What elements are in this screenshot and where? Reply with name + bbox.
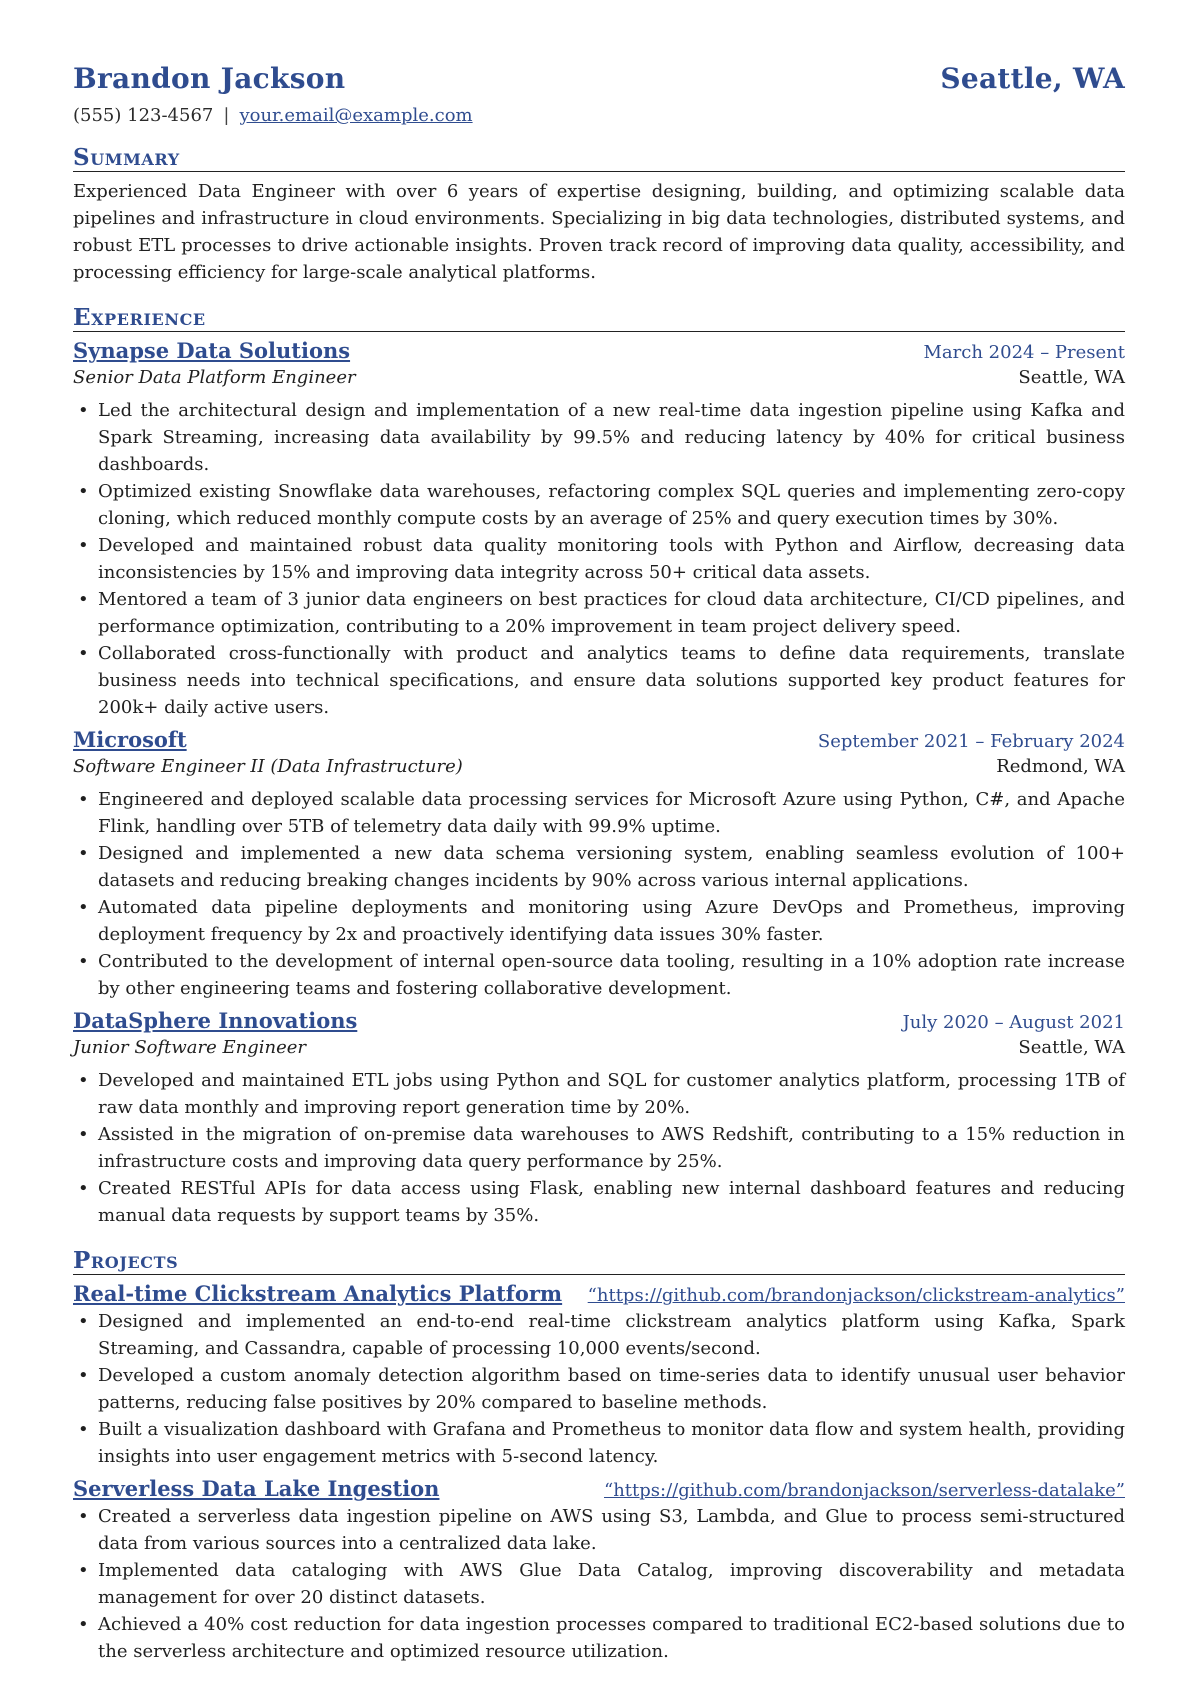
bullet-text: Created RESTful APIs for data access using Flask, enabling new internal dashboard features and reducing manual data requests by support teams by 35%. [98, 1178, 1125, 1227]
experience-entry [73, 1008, 1125, 1229]
bullet-item [73, 397, 1125, 478]
job-location: Redmond, WA [996, 756, 1125, 778]
bullet-glyph: • [78, 1070, 89, 1092]
bullet-list [73, 1308, 1125, 1470]
project-name-link[interactable]: Serverless Data Lake Ingestion [73, 1476, 440, 1502]
bullet-item [73, 640, 1125, 721]
experience-list [73, 338, 1125, 1229]
bullet-item [73, 948, 1125, 1002]
bullet-text: Led the architectural design and implementation of a new real-time data ingestion pipeline using Kafka and Spark Streaming, increasing data availability by 99.5% and reducing latency by 40% for critical business dashboards. [98, 400, 1125, 476]
phone-number: (555) 123-4567 [73, 105, 214, 126]
project-entry [73, 1476, 1125, 1665]
summary-text: Experienced Data Engineer with over 6 years of expertise designing, building, and optimizing scalable data pipelines and infrastructure in cloud environments. Specializing in big data technologies, distributed systems, and robust ETL processes to drive actionable insights. Proven track record of improving data quality, accessibility, and processing efficiency for large-scale analytical platforms. [73, 181, 1125, 284]
bullet-item [73, 1611, 1125, 1665]
project-header [73, 1281, 1125, 1306]
bullet-item [73, 894, 1125, 948]
section-title-summary: Summary [73, 146, 1125, 172]
job-role: Junior Software Engineer [73, 1037, 307, 1059]
job-location: Seattle, WA [1018, 1037, 1125, 1059]
bullet-item [73, 1121, 1125, 1175]
company-name-link[interactable]: DataSphere Innovations [73, 1008, 358, 1034]
bullet-text: Assisted in the migration of on-premise data warehouses to AWS Redshift, contributing to a 15% reduction in infrastructure costs and improving data query performance by 25%. [98, 1124, 1125, 1173]
project-repo-link[interactable]: “https://github.com/brandonjackson/clickstream-analytics” [587, 1285, 1125, 1307]
bullet-text: Developed a custom anomaly detection algorithm based on time-series data to identify unusual user behavior patterns, reducing false positives by 20% compared to baseline methods. [98, 1365, 1125, 1414]
job-dates: March 2024 – Present [923, 342, 1125, 364]
bullet-glyph: • [78, 1560, 89, 1582]
bullet-text: Implemented data cataloging with AWS Glue Data Catalog, improving discoverability and metadata management for over 20 distinct datasets. [98, 1560, 1125, 1609]
bullet-list [73, 786, 1125, 1002]
company-name-link[interactable]: Synapse Data Solutions [73, 338, 351, 364]
bullet-text: Designed and implemented an end-to-end real-time clickstream analytics platform using Kafka, Spark Streaming, and Cassandra, capable of processing 10,000 events/second. [98, 1311, 1125, 1360]
bullet-glyph: • [78, 789, 89, 811]
bullet-item [73, 1416, 1125, 1470]
bullet-text: Optimized existing Snowflake data warehouses, refactoring complex SQL queries and implementing zero-copy cloning, which reduced monthly compute costs by an average of 25% and query execution times by 30%. [98, 481, 1125, 530]
project-entry [73, 1281, 1125, 1470]
bullet-item [73, 532, 1125, 586]
bullet-list [73, 397, 1125, 721]
resume-content [73, 62, 1125, 1665]
job-subheader [73, 367, 1125, 388]
bullet-glyph: • [78, 589, 89, 611]
bullet-glyph: • [78, 1124, 89, 1146]
project-name-link[interactable]: Real-time Clickstream Analytics Platform [73, 1281, 563, 1307]
bullet-item [73, 478, 1125, 532]
bullet-text: Achieved a 40% cost reduction for data ingestion processes compared to traditional EC2-based solutions due to the serverless architecture and optimized resource utilization. [98, 1614, 1125, 1663]
bullet-text: Designed and implemented a new data schema versioning system, enabling seamless evolution of 100+ datasets and reducing breaking changes incidents by 90% across various internal applications. [98, 843, 1125, 892]
experience-entry [73, 727, 1125, 1002]
bullet-item [73, 586, 1125, 640]
bullet-text: Created a serverless data ingestion pipeline on AWS using S3, Lambda, and Glue to process semi-structured data from various sources into a centralized data lake. [98, 1506, 1125, 1555]
bullet-text: Developed and maintained ETL jobs using Python and SQL for customer analytics platform, processing 1TB of raw data monthly and improving report generation time by 20%. [98, 1070, 1125, 1119]
bullet-glyph: • [78, 1178, 89, 1200]
bullet-glyph: • [78, 1506, 89, 1528]
bullet-item [73, 1503, 1125, 1557]
bullet-item [73, 1362, 1125, 1416]
job-location: Seattle, WA [1018, 367, 1125, 389]
section-title-experience: Experience [73, 306, 1125, 332]
job-subheader [73, 756, 1125, 777]
email-link[interactable]: your.email@example.com [239, 105, 473, 126]
job-dates: September 2021 – February 2024 [817, 731, 1125, 753]
projects-list [73, 1281, 1125, 1665]
candidate-name: Brandon Jackson [73, 62, 346, 95]
job-header [73, 338, 1125, 363]
company-name-link[interactable]: Microsoft [73, 727, 187, 753]
bullet-glyph: • [78, 1614, 89, 1636]
bullet-glyph: • [78, 643, 89, 665]
bullet-text: Engineered and deployed scalable data processing services for Microsoft Azure using Python, C#, and Apache Flink, handling over 5TB of telemetry data daily with 99.9% uptime. [98, 789, 1125, 838]
bullet-glyph: • [78, 1311, 89, 1333]
bullet-glyph: • [78, 1365, 89, 1387]
bullet-glyph: • [78, 897, 89, 919]
bullet-text: Collaborated cross-functionally with product and analytics teams to define data requirements, translate business needs into technical specifications, and ensure data solutions supported key product features for 200k+ daily active users. [98, 643, 1125, 719]
project-header [73, 1476, 1125, 1501]
bullet-glyph: • [78, 400, 89, 422]
section-title-projects: Projects [73, 1249, 1125, 1275]
bullet-item [73, 840, 1125, 894]
bullet-glyph: • [78, 1419, 89, 1441]
job-dates: July 2020 – August 2021 [902, 1012, 1125, 1034]
bullet-text: Mentored a team of 3 junior data engineers on best practices for cloud data architecture, CI/CD pipelines, and performance optimization, contributing to a 20% improvement in team project delivery speed. [98, 589, 1125, 638]
bullet-text: Developed and maintained robust data quality monitoring tools with Python and Airflow, decreasing data inconsistencies by 15% and improving data integrity across 50+ critical data assets. [98, 535, 1125, 584]
bullet-item [73, 1557, 1125, 1611]
bullet-text: Automated data pipeline deployments and monitoring using Azure DevOps and Prometheus, improving deployment frequency by 2x and proactively identifying data issues 30% faster. [98, 897, 1125, 946]
job-role: Software Engineer II (Data Infrastructure) [73, 756, 463, 778]
candidate-location: Seattle, WA [940, 62, 1125, 95]
bullet-list [73, 1067, 1125, 1229]
bullet-text: Contributed to the development of internal open-source data tooling, resulting in a 10% adoption rate increase by other engineering teams and fostering collaborative development. [98, 951, 1125, 1000]
job-header [73, 727, 1125, 752]
bullet-glyph: • [78, 481, 89, 503]
experience-entry [73, 338, 1125, 721]
contact-line [73, 105, 1125, 126]
bullet-item [73, 1308, 1125, 1362]
job-header [73, 1008, 1125, 1033]
bullet-item [73, 1175, 1125, 1229]
bullet-item [73, 786, 1125, 840]
contact-separator: | [223, 105, 230, 126]
bullet-text: Built a visualization dashboard with Grafana and Prometheus to monitor data flow and system health, providing insights into user engagement metrics with 5-second latency. [98, 1419, 1125, 1468]
job-subheader [73, 1037, 1125, 1058]
bullet-glyph: • [78, 951, 89, 973]
job-role: Senior Data Platform Engineer [73, 367, 356, 389]
resume-header [73, 62, 1125, 95]
bullet-glyph: • [78, 535, 89, 557]
project-repo-link[interactable]: “https://github.com/brandonjackson/serverless-datalake” [604, 1480, 1125, 1502]
bullet-glyph: • [78, 843, 89, 865]
bullet-list [73, 1503, 1125, 1665]
bullet-item [73, 1067, 1125, 1121]
